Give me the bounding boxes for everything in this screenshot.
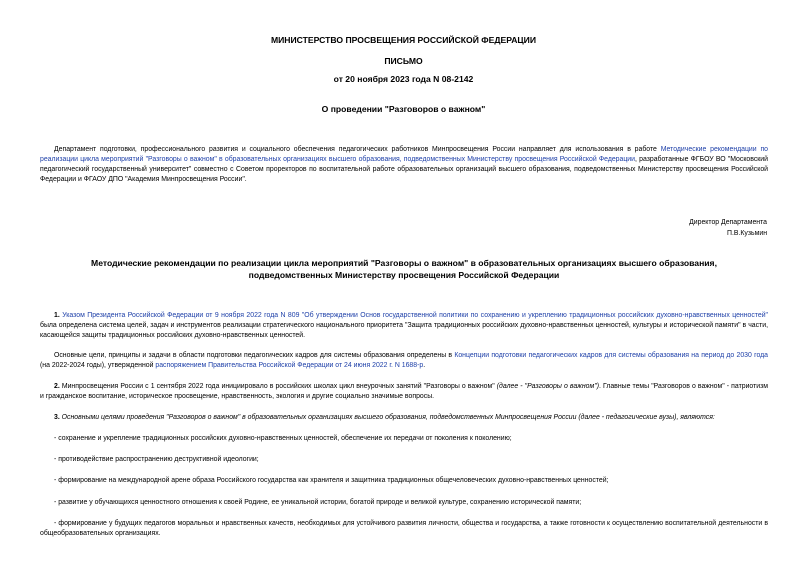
doc-type-heading: ПИСЬМО [384,56,423,66]
bullet-item [40,455,768,465]
recommendations-title-line-1: Методические рекомендации по реализации цикла мероприятий "Разговоры о важном" в образовательных организациях высшего образования, [91,258,717,268]
paragraph-2-text-1: Минпросвещения России с 1 сентября 2022 года инициировало в российских школах цикл внеурочных занятий "Разговоры о важном" [59,383,497,390]
paragraph-2 [40,382,768,402]
paragraph-2-number: 2. [54,383,60,390]
signature-block [689,217,767,239]
paragraph-1b-text-1: Основные цели, принципы и задачи в области подготовки педагогических кадров для системы образования определены в [54,352,455,359]
concept-link[interactable]: Концепции подготовки педагогических кадров для системы образования на период до 2030 года [454,352,768,359]
recommendations-link[interactable]: Методические рекомендации по реализации цикла мероприятий "Разговоры о важном" в образовательных организациях высшего образования, подведомственных Министерству просвещения Российской Федерации [40,146,769,163]
paragraph-1-text: была определена система целей, задач и инструментов реализации стратегического национального приоритета "Защита традиционных российских духовно-нравственных ценностей, культуры и исторической памяти" в части, касающейся защиты традиционных российских духовно-нравственных ценностей. [40,322,768,339]
intro-text-2: , разработанные ФГБОУ ВО "Московский педагогический государственный университет" совместно с Советом проректоров по воспитательной работе образовательных организаций высшего образования, подведомственных Министерству просвещения Российской Федерации и ФГАОУ ДПО "Академия Минпросвещения России". [40,156,769,183]
paragraph-2-text-2: . Главные темы "Разговоров о важном" - патриотизм и гражданское воспитание, историческое просвещение, нравственность, экология и другие социально значимые вопросы. [40,383,768,400]
paragraph-3 [40,413,768,423]
bullet-item [40,476,768,486]
paragraph-2-italic: (далее - "Разговоры о важном") [496,383,599,390]
ministry-heading: МИНИСТЕРСТВО ПРОСВЕЩЕНИЯ РОССИЙСКОЙ ФЕДЕРАЦИИ [270,35,537,45]
bullet-3-text: - формирование на международной арене образа Российского государства как хранителя и защитника традиционных общечеловеческих духовно-нравственных ценностей; [54,477,609,484]
paragraph-1b [40,351,768,371]
bullet-item [40,519,768,539]
bullet-item [40,498,768,508]
paragraph-1-number: 1. [54,312,60,319]
order-1688-link[interactable]: распоряжением Правительства Российской Федерации от 24 июня 2022 г. N 1688-р [155,362,424,369]
signature-name: П.В.Кузьмин [727,230,767,237]
subject-heading: О проведении "Разговоров о важном" [321,104,486,114]
bullet-4-text: - развитие у обучающихся ценностного отношения к своей Родине, ее уникальной истории, богатой природе и великой культуре, сохранению исторической памяти; [54,499,582,506]
decree-809-link[interactable]: Указом Президента Российской Федерации от 9 ноября 2022 года N 809 "Об утверждении Основ государственной политики по сохранению и укреплению традиционных российских духовно-нравственных ценностей" [62,312,768,319]
bullet-1-text: - сохранение и укрепление традиционных российских духовно-нравственных ценностей, обеспечение их передачи от поколения к поколению; [54,435,512,442]
paragraph-1b-text-2: (на 2022-2024 годы), утвержденной [40,362,156,369]
paragraph-3-italic: Основными целями проведения "Разговоров о важном" в образовательных организациях высшего образования, подведомственных Минпросвещения России (далее - педагогические вузы), являются: [59,414,715,421]
intro-text-1: Департамент подготовки, профессионального развития и социального обеспечения педагогических работников Минпросвещения России направляет для использования в работе [54,146,661,153]
paragraph-1b-text-3: . [423,362,426,369]
intro-paragraph [40,145,768,185]
signature-position: Директор Департамента [689,219,767,226]
recommendations-title-line-2: подведомственных Министерству просвещения Российской Федерации [248,270,560,280]
bullet-item [40,434,768,444]
bullet-5-text: - формирование у будущих педагогов моральных и нравственных качеств, необходимых для устойчивого развития личности, общества и государства, а также готовности к осуществлению воспитательной деятельности в общеобразовательных организациях. [40,520,768,537]
recommendations-title [60,257,748,281]
date-number-heading: от 20 ноября 2023 года N 08-2142 [333,74,474,84]
paragraph-3-number: 3. [54,414,60,421]
paragraph-1 [40,311,768,341]
bullet-2-text: - противодействие распространению деструктивной идеологии; [54,456,259,463]
